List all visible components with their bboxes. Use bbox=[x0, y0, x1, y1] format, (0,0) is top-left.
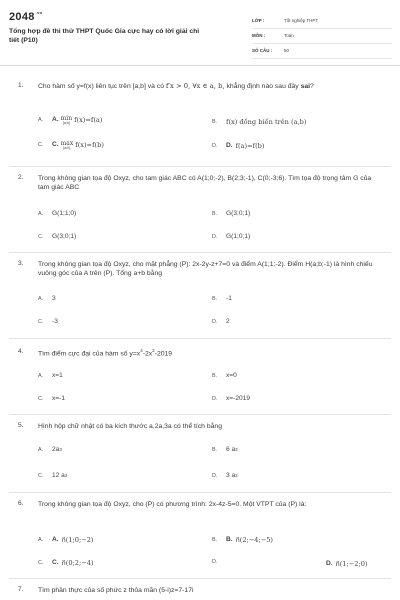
option-d[interactable]: D. n⃗(1;−2;0) bbox=[326, 560, 368, 568]
site-logo[interactable]: $2048^{.vn}$ bbox=[9, 10, 43, 23]
divider bbox=[9, 414, 391, 415]
option-d[interactable]: D. x=-2019 bbox=[212, 395, 251, 402]
option-c[interactable]: C. x=-1 bbox=[38, 395, 66, 402]
page-title: Tổng hợp đề thi thử THPT Quốc Gia cực hay có lời giải chi tiết (P10) bbox=[9, 28, 200, 45]
option-a[interactable]: A. A. n⃗(1;0;−2) bbox=[38, 536, 94, 544]
option-a[interactable]: A. A. min [a;b] f(x)=f(a) bbox=[38, 115, 103, 125]
question-text: Trong không gian tọa độ Oxyz, cho tam giác ABC có A(1;0;-2), B(2;3;-1), C(0;-3;6). Tìm tọa độ trọng tâm G của tam giác ABC bbox=[38, 175, 372, 192]
option-b[interactable]: B. x=0 bbox=[212, 372, 237, 379]
question-text: Trong không gian tọa độ Oxyz, cho mặt phẳng (P): 2x-2y-z+7=0 và điểm A(1;1;-2). Điểm H(a;b;-1) là hình chiếu vuông góc của A trên (P). Tổng a+b bằng bbox=[38, 261, 373, 278]
option-b[interactable]: B. G(3;0;1) bbox=[212, 210, 251, 217]
document-header bbox=[0, 0, 400, 66]
divider bbox=[9, 338, 391, 339]
question-number: 4. bbox=[18, 348, 24, 355]
meta-value: Tốt nghiệp THPT bbox=[284, 17, 319, 23]
meta-row-count bbox=[252, 44, 392, 59]
question-number: 7. bbox=[18, 586, 24, 593]
option-b[interactable]: B. 6 a 3 bbox=[212, 446, 238, 453]
option-d[interactable]: D. G(1;0;1) bbox=[212, 233, 251, 240]
option-c[interactable]: C. -3 bbox=[38, 318, 58, 325]
option-d[interactable]: D. 3 a 3 bbox=[212, 472, 238, 479]
option-a[interactable]: A. G(1;1;0) bbox=[38, 210, 77, 217]
meta-row-class bbox=[252, 14, 392, 29]
question-text: Trong không gian tọa độ Oxyz, cho (P) có phương trình: 2x-4z-5=0. Một VTPT của (P) là: bbox=[38, 501, 307, 508]
option-c[interactable]: C. G(3;0;1) bbox=[38, 233, 77, 240]
question-text: Cho hàm số y=f(x) liên tục trên [a,b] và có f′x > 0, ∀x ∈ a, b, khẳng định nào sau đây sai? bbox=[38, 82, 314, 90]
question-text: Tìm phần thực của số phức z thỏa mãn (5-i)z=7-17i bbox=[38, 587, 194, 594]
option-d[interactable]: D. D. f(a)=f(b) bbox=[212, 142, 265, 150]
question-number: 6. bbox=[18, 500, 24, 507]
question-text: Hình hộp chữ nhật có ba kích thước a,2a,3a có thể tích bằng bbox=[38, 423, 222, 430]
divider bbox=[9, 492, 391, 493]
question-number: 2. bbox=[18, 174, 24, 181]
meta-value: 50 bbox=[284, 47, 290, 53]
option-a[interactable]: A. 2a 3 bbox=[38, 446, 62, 453]
option-d[interactable]: D. 2 bbox=[212, 318, 230, 325]
option-b[interactable]: B. B. n⃗(2;−4;−5) bbox=[212, 536, 273, 544]
meta-panel bbox=[252, 14, 392, 59]
option-c[interactable]: C. C. n⃗(0;2;−4) bbox=[38, 559, 94, 567]
question-text: Tìm điểm cực đại của hàm số $y=x^4-2x^2-2019$ bbox=[38, 348, 173, 358]
option-a[interactable]: A. 3 bbox=[38, 295, 56, 302]
divider bbox=[9, 578, 391, 579]
option-b[interactable]: B. f(x) đồng biến trên (a,b) bbox=[212, 118, 307, 126]
option-b[interactable]: B. -1 bbox=[212, 295, 232, 302]
meta-key: MÔN : bbox=[252, 32, 266, 38]
meta-value: Toán bbox=[284, 32, 294, 38]
question-number: 5. bbox=[18, 422, 24, 429]
meta-key: SỐ CÂU : bbox=[252, 47, 273, 53]
option-c[interactable]: C. C. max [a;b] f(x)=f(b) bbox=[38, 140, 104, 150]
meta-key: LỚP : bbox=[252, 17, 265, 23]
option-c[interactable]: C. 12 a 3 bbox=[38, 472, 68, 479]
divider bbox=[9, 166, 391, 167]
meta-row-subject bbox=[252, 29, 392, 44]
question-number: 3. bbox=[18, 260, 24, 267]
option-d-label[interactable]: D. bbox=[212, 559, 218, 565]
question-number: 1. bbox=[18, 82, 24, 89]
divider bbox=[9, 252, 391, 253]
option-a[interactable]: A. x=1 bbox=[38, 372, 63, 379]
